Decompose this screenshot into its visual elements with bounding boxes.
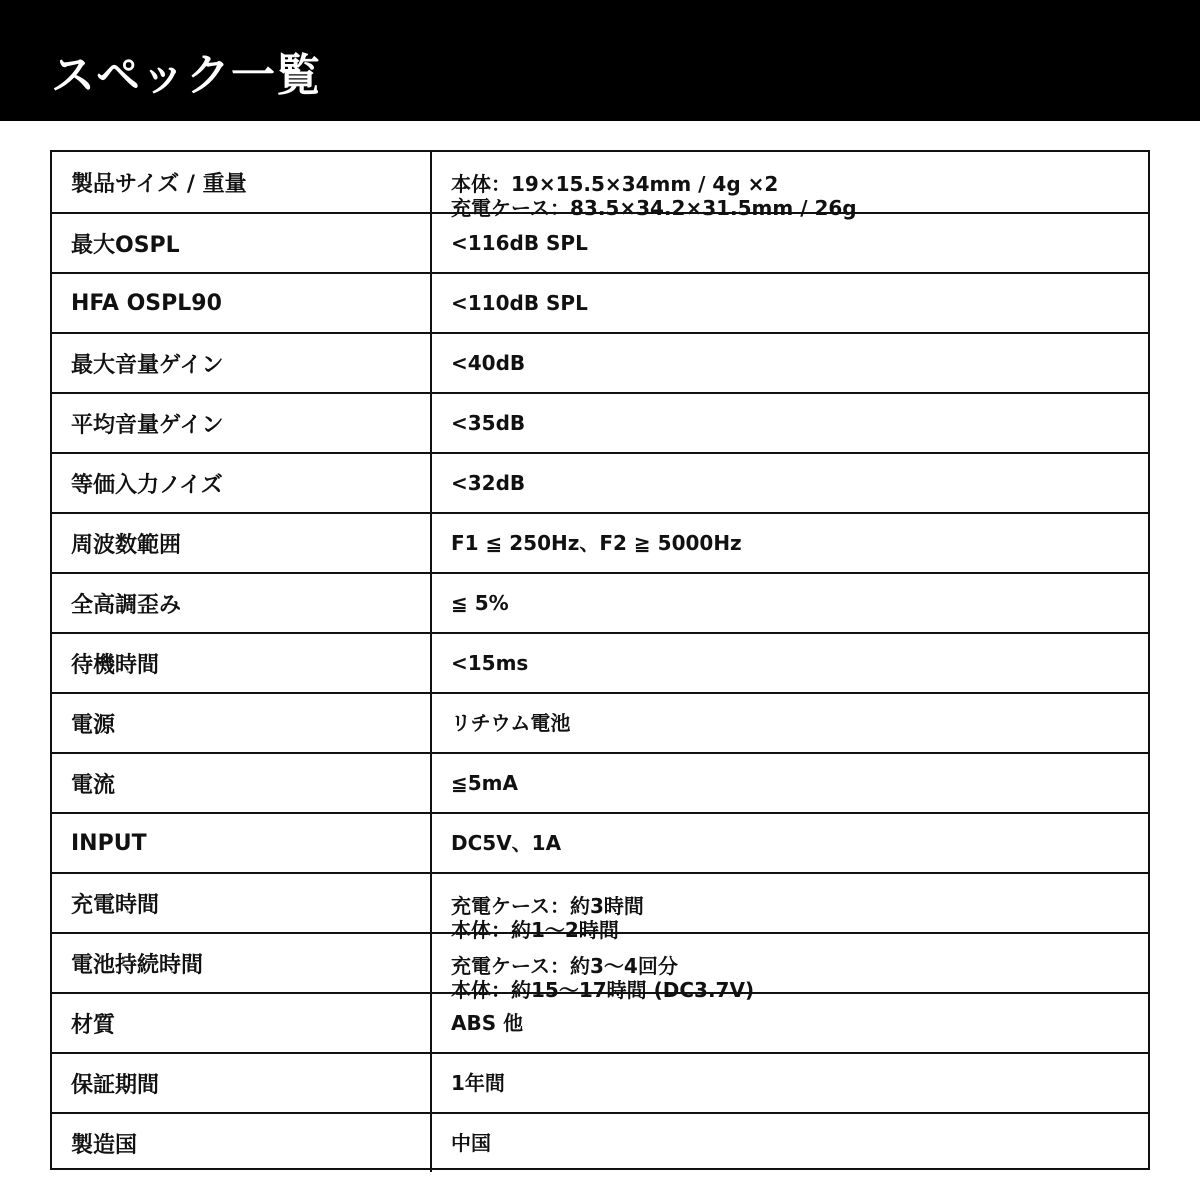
spec-value (432, 514, 1148, 572)
header-bar (0, 0, 1200, 121)
spec-label: 最大OSPL (52, 214, 432, 272)
spec-label: 電源 (52, 694, 432, 752)
spec-row-warranty (52, 1052, 1148, 1112)
spec-value (432, 1114, 1148, 1172)
spec-value-line: リチウム電池 (451, 711, 571, 735)
spec-row-distortion (52, 572, 1148, 632)
spec-value (432, 274, 1148, 332)
spec-row-battery-life (52, 932, 1148, 1002)
spec-value (432, 994, 1148, 1052)
spec-row-current (52, 752, 1148, 812)
spec-value (432, 1054, 1148, 1112)
spec-value (432, 394, 1148, 452)
spec-value-line: <32dB (451, 471, 526, 495)
spec-value-line: 本体：約15〜17時間 (DC3.7V) (451, 978, 755, 1002)
spec-value-line: <15ms (451, 651, 529, 675)
page-title: スペック一覧 (51, 50, 321, 101)
spec-value-line: <110dB SPL (451, 291, 588, 315)
spec-label: 製造国 (52, 1114, 432, 1172)
spec-label: 最大音量ゲイン (52, 334, 432, 392)
spec-value (432, 334, 1148, 392)
spec-value-line: ≦ 5% (451, 591, 509, 615)
spec-value-line: <40dB (451, 351, 526, 375)
spec-value-line: F1 ≦ 250Hz、F2 ≧ 5000Hz (451, 531, 742, 555)
spec-label: 周波数範囲 (52, 514, 432, 572)
spec-label: 電池持続時間 (52, 934, 432, 992)
spec-value (432, 874, 1148, 942)
spec-row-max-ospl (52, 212, 1148, 272)
spec-value (432, 754, 1148, 812)
spec-label: 電流 (52, 754, 432, 812)
spec-label: 充電時間 (52, 874, 432, 932)
spec-label: 保証期間 (52, 1054, 432, 1112)
spec-label: 平均音量ゲイン (52, 394, 432, 452)
spec-row-input-noise (52, 452, 1148, 512)
spec-label: HFA OSPL90 (52, 274, 432, 332)
spec-label: 全高調歪み (52, 574, 432, 632)
spec-value (432, 694, 1148, 752)
spec-value (432, 152, 1148, 220)
spec-value-line: 充電ケース：約3〜4回分 (451, 954, 678, 978)
spec-row-input (52, 812, 1148, 872)
spec-row-material (52, 992, 1148, 1052)
spec-row-latency (52, 632, 1148, 692)
spec-row-avg-gain (52, 392, 1148, 452)
spec-value (432, 634, 1148, 692)
spec-value (432, 574, 1148, 632)
spec-table (50, 150, 1150, 1170)
spec-label: 製品サイズ / 重量 (52, 152, 432, 212)
spec-value-line: 充電ケース：83.5×34.2×31.5mm / 26g (451, 196, 857, 220)
spec-row-power-source (52, 692, 1148, 752)
spec-value-line: ≦5mA (451, 771, 518, 795)
spec-value-line: 中国 (451, 1131, 491, 1155)
spec-row-max-gain (52, 332, 1148, 392)
spec-value-line: <116dB SPL (451, 231, 588, 255)
spec-label: INPUT (52, 814, 432, 872)
spec-label: 材質 (52, 994, 432, 1052)
spec-value-line: 充電ケース：約3時間 (451, 894, 644, 918)
spec-row-frequency-range (52, 512, 1148, 572)
spec-label: 待機時間 (52, 634, 432, 692)
spec-value (432, 454, 1148, 512)
spec-row-hfa-ospl90 (52, 272, 1148, 332)
spec-value-line: 本体：19×15.5×34mm / 4g ×2 (451, 172, 779, 196)
spec-value (432, 214, 1148, 272)
spec-value (432, 814, 1148, 872)
spec-row-country (52, 1112, 1148, 1172)
spec-value-line: DC5V、1A (451, 831, 562, 855)
spec-value-line: 本体：約1〜2時間 (451, 918, 619, 942)
spec-label: 等価入力ノイズ (52, 454, 432, 512)
spec-value-line: ABS 他 (451, 1011, 524, 1035)
spec-value (432, 934, 1148, 1002)
spec-value-line: <35dB (451, 411, 526, 435)
spec-row-size-weight (52, 152, 1148, 220)
spec-row-charge-time (52, 872, 1148, 942)
spec-value-line: 1年間 (451, 1071, 505, 1095)
